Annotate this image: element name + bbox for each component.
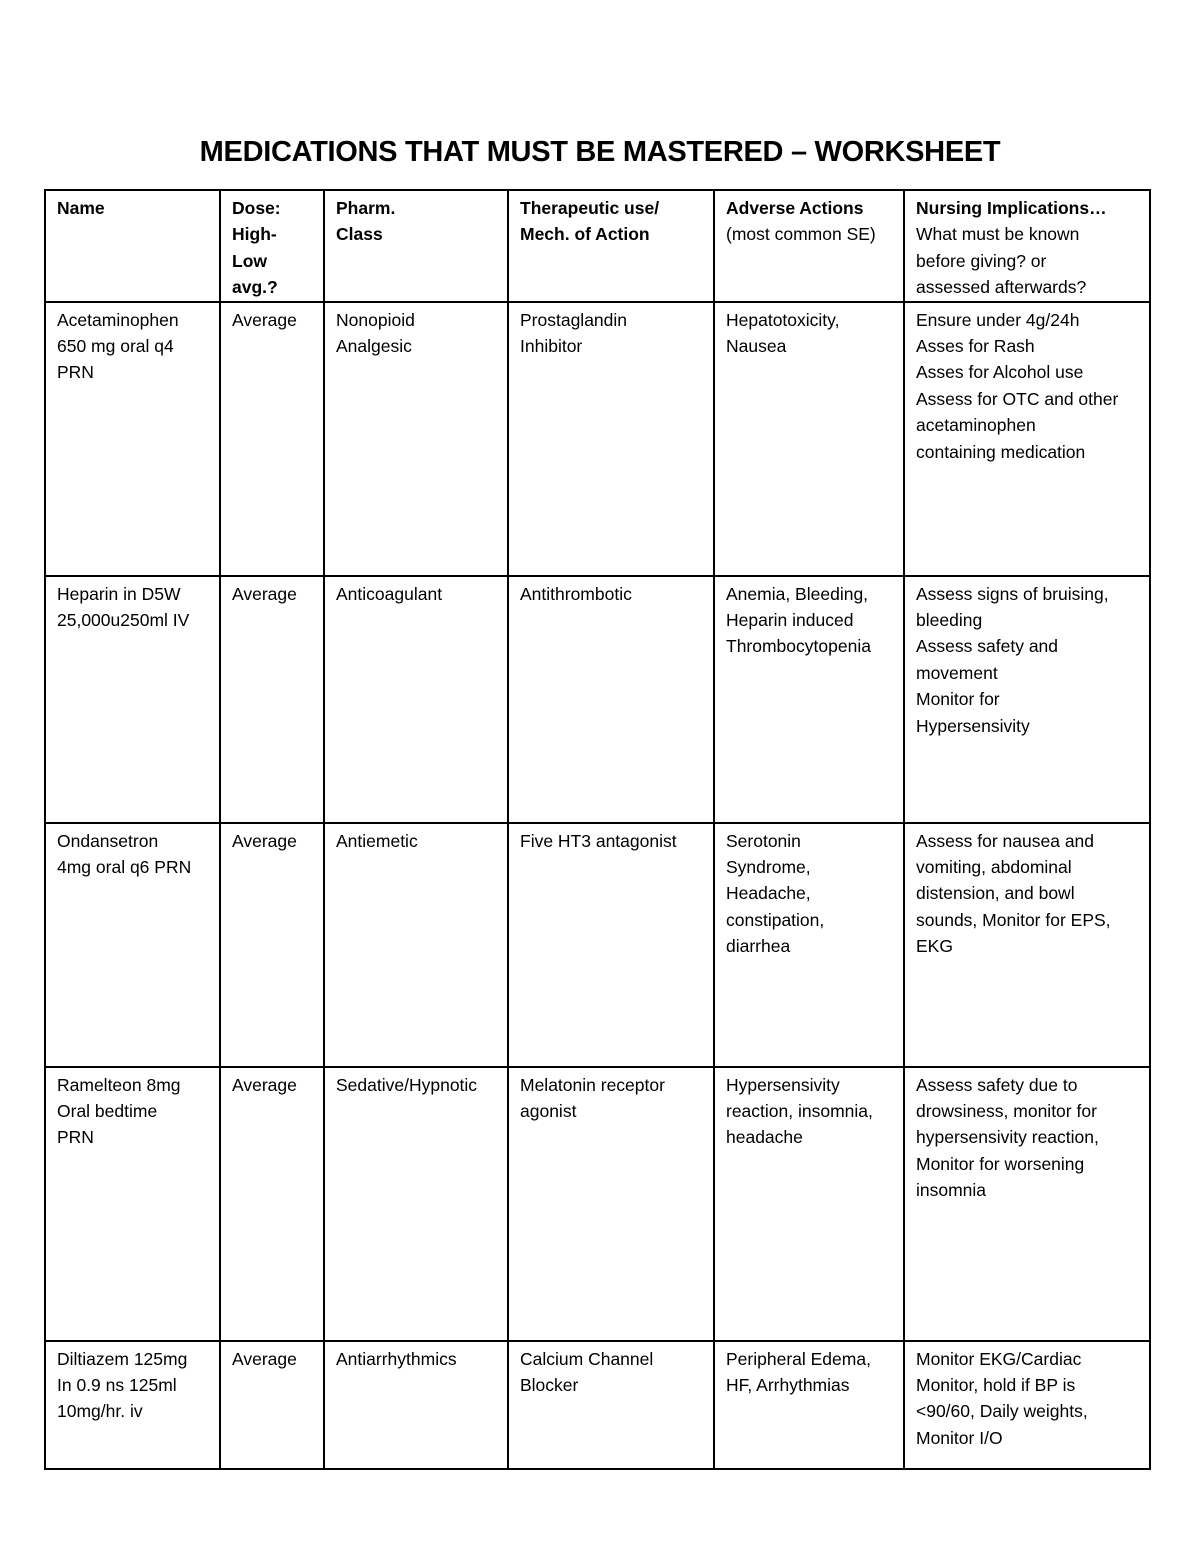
table-row [45,1341,1150,1469]
cell-dose [220,576,324,823]
cell-line: movement [916,662,998,683]
cell-name [45,1341,220,1469]
cell-line: EKG [916,936,953,957]
cell-nursing-implications [904,576,1150,823]
header-line: before giving? or [916,250,1047,271]
cell-line: Monitor EKG/Cardiac [916,1348,1082,1369]
medication-worksheet-table [44,189,1151,1470]
cell-line: insomnia [916,1180,987,1201]
cell-line: Diltiazem 125mg [57,1348,188,1369]
cell-line: Antiarrhythmics [336,1348,457,1369]
cell-line: PRN [57,1127,94,1148]
cell-line: Anticoagulant [336,583,443,604]
cell-line: headache [726,1127,803,1148]
cell-line: Asses for Rash [916,336,1035,357]
cell-line: 4mg oral q6 PRN [57,857,192,878]
table-row [45,1067,1150,1341]
cell-line: Monitor I/O [916,1427,1003,1448]
cell-line: acetaminophen [916,415,1036,436]
cell-line: Asses for Alcohol use [916,362,1084,383]
cell-name [45,302,220,576]
cell-nursing-implications [904,1341,1150,1469]
cell-dose [220,1067,324,1341]
header-line: assessed afterwards? [916,277,1087,298]
cell-line: Syndrome, [726,857,811,878]
cell-line: 650 mg oral q4 [57,336,174,357]
cell-line: Serotonin [726,830,801,851]
cell-line: Peripheral Edema, [726,1348,871,1369]
cell-line: Inhibitor [520,336,583,357]
cell-line: In 0.9 ns 125ml [57,1375,177,1396]
cell-line: Assess safety due to [916,1074,1078,1095]
header-line: Mech. of Action [520,224,650,245]
header-pharm-class [324,190,508,302]
cell-line: Five HT3 antagonist [520,830,677,851]
header-line: Name [57,198,105,218]
cell-line: Nonopioid [336,309,415,330]
cell-line: Blocker [520,1375,579,1396]
header-line: Pharm. [336,198,396,218]
cell-line: PRN [57,362,94,383]
cell-adverse-actions [714,1341,904,1469]
header-name [45,190,220,302]
cell-line: Sedative/Hypnotic [336,1074,478,1095]
cell-line: Thrombocytopenia [726,636,871,657]
cell-line: Ondansetron [57,830,159,851]
cell-line: <90/60, Daily weights, [916,1401,1088,1422]
cell-nursing-implications [904,302,1150,576]
cell-line: 10mg/hr. iv [57,1401,143,1422]
cell-line: HF, Arrhythmias [726,1375,850,1396]
cell-line: diarrhea [726,936,791,957]
header-line: avg.? [232,277,278,298]
cell-line: Hypersensivity [916,715,1030,736]
cell-line: Antiemetic [336,830,418,851]
header-line: High- [232,224,277,245]
header-line: What must be known [916,224,1080,245]
cell-line: sounds, Monitor for EPS, [916,909,1111,930]
cell-line: Heparin induced [726,610,854,631]
cell-pharm-class [324,302,508,576]
cell-therapeutic-use [508,576,714,823]
cell-line: Analgesic [336,336,412,357]
cell-line: Prostaglandin [520,309,628,330]
cell-name [45,1067,220,1341]
header-line: Low [232,250,267,271]
cell-line: Average [232,1348,297,1369]
cell-line: Oral bedtime [57,1101,158,1122]
cell-line: agonist [520,1101,577,1122]
cell-line: Average [232,830,297,851]
cell-nursing-implications [904,823,1150,1067]
cell-line: Average [232,583,297,604]
header-therapeutic-use [508,190,714,302]
table-row [45,576,1150,823]
cell-line: Assess for OTC and other [916,388,1119,409]
cell-line: reaction, insomnia, [726,1101,873,1122]
cell-line: constipation, [726,909,825,930]
header-line: Nursing Implications… [916,198,1107,218]
cell-line: Anemia, Bleeding, [726,583,869,604]
table-row [45,302,1150,576]
table-header-row [45,190,1150,302]
cell-therapeutic-use [508,302,714,576]
header-line: (most common SE) [726,224,876,245]
cell-line: Melatonin receptor [520,1074,665,1095]
cell-line: Monitor, hold if BP is [916,1375,1076,1396]
table-row [45,823,1150,1067]
cell-line: bleeding [916,610,983,631]
cell-dose [220,302,324,576]
cell-line: Ensure under 4g/24h [916,309,1080,330]
cell-line: Nausea [726,336,787,357]
cell-line: hypersensivity reaction, [916,1127,1099,1148]
cell-line: Hypersensivity [726,1074,840,1095]
cell-name [45,823,220,1067]
cell-line: distension, and bowl [916,883,1075,904]
cell-therapeutic-use [508,823,714,1067]
cell-line: Headache, [726,883,811,904]
cell-line: 25,000u250ml IV [57,610,190,631]
cell-line: Heparin in D5W [57,583,181,604]
cell-adverse-actions [714,302,904,576]
cell-line: Average [232,1074,297,1095]
cell-line: Monitor for [916,689,1000,710]
cell-pharm-class [324,576,508,823]
page-title: MEDICATIONS THAT MUST BE MASTERED – WORKSHEET [199,136,1001,168]
cell-pharm-class [324,823,508,1067]
cell-name [45,576,220,823]
cell-line: drowsiness, monitor for [916,1101,1097,1122]
cell-therapeutic-use [508,1067,714,1341]
cell-line: Hepatotoxicity, [726,309,840,330]
header-line: Adverse Actions [726,198,864,218]
cell-line: Assess for nausea and [916,830,1095,851]
cell-line: Ramelteon 8mg [57,1074,181,1095]
header-line: Dose: [232,198,281,218]
cell-adverse-actions [714,1067,904,1341]
cell-line: Assess signs of bruising, [916,583,1109,604]
cell-line: Assess safety and [916,636,1059,657]
cell-line: vomiting, abdominal [916,857,1072,878]
cell-line: Antithrombotic [520,583,632,604]
cell-dose [220,1341,324,1469]
cell-nursing-implications [904,1067,1150,1341]
cell-line: Acetaminophen [57,309,179,330]
header-dose [220,190,324,302]
cell-line: Calcium Channel [520,1348,654,1369]
cell-line: Monitor for worsening [916,1153,1085,1174]
cell-pharm-class [324,1341,508,1469]
cell-pharm-class [324,1067,508,1341]
header-line: Therapeutic use/ [520,198,660,218]
header-adverse-actions [714,190,904,302]
header-nursing-implications [904,190,1150,302]
cell-adverse-actions [714,576,904,823]
header-line: Class [336,224,383,245]
cell-line: containing medication [916,441,1086,462]
cell-adverse-actions [714,823,904,1067]
cell-line: Average [232,309,297,330]
cell-therapeutic-use [508,1341,714,1469]
cell-dose [220,823,324,1067]
